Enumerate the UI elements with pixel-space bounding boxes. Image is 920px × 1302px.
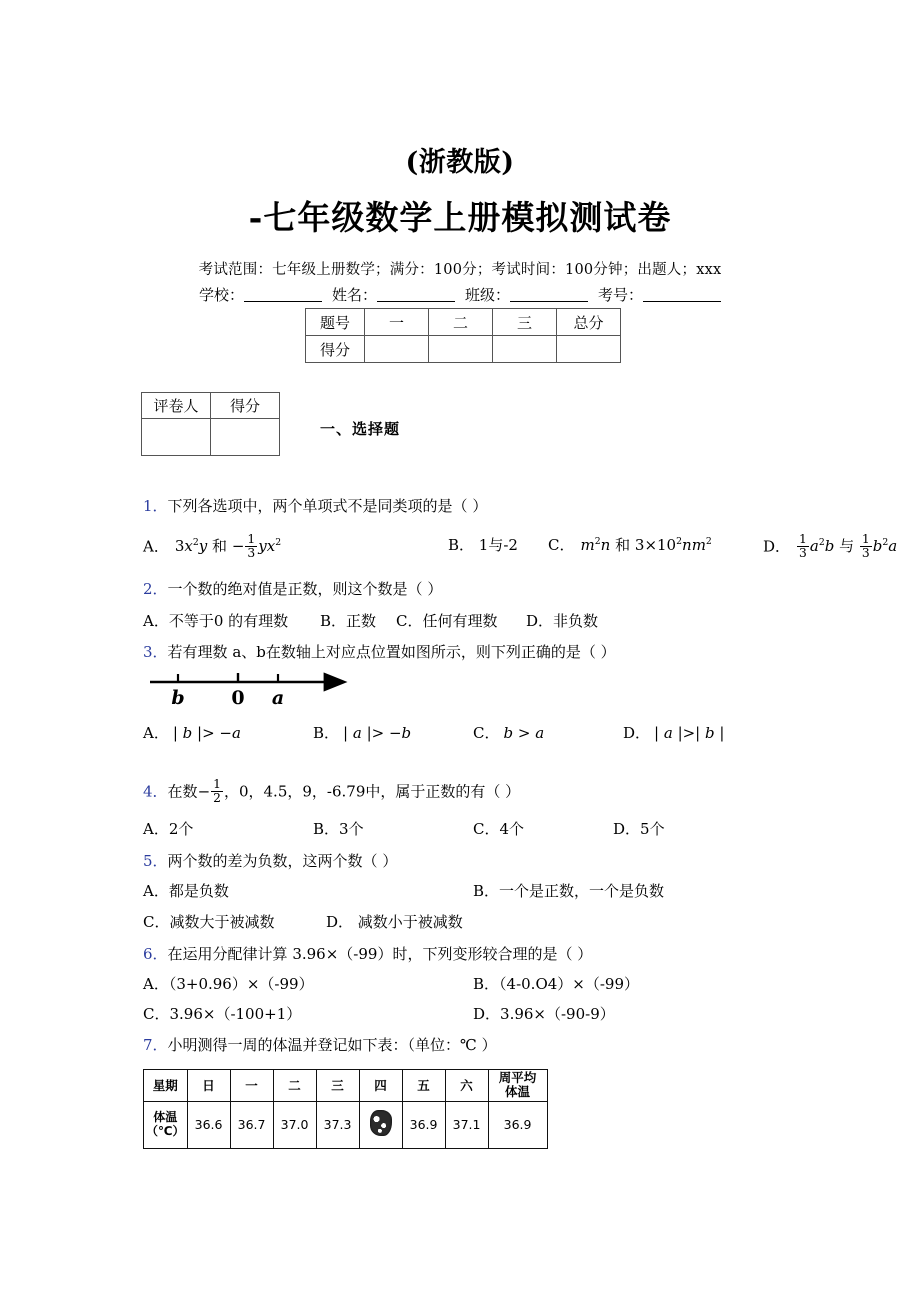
- question-4-option-b[interactable]: B．3个: [313, 820, 364, 838]
- question-4-option-c[interactable]: C．4个: [473, 820, 525, 838]
- question-7-number: 7．: [143, 1036, 168, 1054]
- question-3-options: [143, 722, 843, 746]
- section-heading-choice: 一、选择题: [320, 420, 401, 438]
- temp-day-1: 一: [230, 1070, 273, 1102]
- question-5-option-c[interactable]: C．减数大于被减数: [143, 913, 275, 931]
- question-5-options-row1: [143, 880, 843, 904]
- temp-row-label: [144, 1101, 188, 1148]
- page-title: -七年级数学上册模拟测试卷: [248, 198, 672, 237]
- question-3-text: 若有理数 a、b在数轴上对应点位置如图所示，则下列正确的是（ ）: [167, 643, 616, 661]
- question-3-option-b[interactable]: B． | a |> −b: [313, 724, 412, 742]
- name-label: 姓名：: [331, 286, 377, 304]
- temp-value-5: 36.9: [402, 1101, 445, 1148]
- fraction-one-third: $\frac{1}{3}$: [247, 532, 256, 560]
- question-1-number: 1．: [143, 497, 168, 515]
- table-row: [306, 309, 621, 336]
- temp-value-1: 36.7: [230, 1101, 273, 1148]
- question-4-stem: [143, 779, 520, 806]
- question-4-option-a[interactable]: A．2个: [143, 820, 194, 838]
- question-6-option-c[interactable]: C．3.96×（-100+1）: [143, 1005, 302, 1023]
- score-col-2: 二: [429, 309, 493, 336]
- table-row: [144, 1101, 548, 1148]
- question-1-option-d[interactable]: [763, 534, 897, 561]
- grader-header-name: 评卷人: [142, 393, 211, 419]
- question-5-option-d[interactable]: D． 减数小于被减数: [326, 913, 463, 931]
- option-c-letter: C．: [548, 536, 575, 554]
- question-2-options: [143, 610, 843, 634]
- question-1-option-b[interactable]: B． 1与-2: [448, 536, 518, 554]
- number-line-label-zero: 0: [231, 687, 245, 709]
- temperature-table: [143, 1069, 548, 1149]
- question-2-number: 2．: [143, 580, 168, 598]
- school-blank[interactable]: [244, 286, 322, 302]
- score-value-2[interactable]: [429, 336, 493, 363]
- avg-header-line2: 体温: [505, 1084, 531, 1100]
- question-6-option-b[interactable]: B．（4-0.O4）×（-99）: [473, 975, 640, 993]
- temp-day-6: 六: [445, 1070, 488, 1102]
- question-7-text: 小明测得一周的体温并登记如下表：（单位：℃ ）: [167, 1036, 497, 1054]
- question-3-stem: [143, 641, 616, 662]
- score-value-1[interactable]: [365, 336, 429, 363]
- number-line-figure: [148, 662, 358, 714]
- question-5-number: 5．: [143, 852, 168, 870]
- question-4-text-after: ，0，4.5，9，-6.79中，属于正数的有（ ）: [223, 782, 521, 801]
- score-value-total[interactable]: [557, 336, 621, 363]
- fraction-one-third: $\frac{1}{3}$: [799, 532, 807, 560]
- score-row-label: 题号: [306, 309, 365, 336]
- option-a-letter: A．: [143, 537, 169, 556]
- fraction-one-half: $\frac{1}{2}$: [213, 777, 221, 805]
- question-3-option-d[interactable]: D． | a |>| b |: [623, 724, 725, 742]
- question-3-option-c[interactable]: C． b > a: [473, 724, 545, 742]
- score-row-label-points: 得分: [306, 336, 365, 363]
- class-label: 班级：: [465, 286, 511, 304]
- question-1-option-a[interactable]: [143, 534, 281, 561]
- question-6-option-d[interactable]: D．3.96×（-90-9）: [473, 1005, 615, 1023]
- temp-average-header: [488, 1070, 547, 1102]
- question-3-option-a[interactable]: A． | b |> −a: [143, 724, 241, 742]
- question-3-number: 3．: [143, 643, 168, 661]
- question-1-options: [143, 528, 898, 564]
- temp-day-2: 二: [273, 1070, 316, 1102]
- temp-table-weekday-label: 星期: [144, 1070, 188, 1102]
- question-6-text: 在运用分配律计算 3.96×（-99）时，下列变形较合理的是（ ）: [167, 945, 593, 963]
- temp-day-5: 五: [402, 1070, 445, 1102]
- table-row: [144, 1070, 548, 1102]
- temp-value-0: 36.6: [187, 1101, 230, 1148]
- question-2-option-c[interactable]: C．任何有理数: [396, 612, 498, 630]
- option-d-expression: $\frac{1}{3}$ $a^2b$ 与 $\frac{1}{3}$ $b^2a$: [799, 532, 898, 560]
- temp-row-label-line2: （℃）: [146, 1123, 185, 1138]
- question-6-options-row2: [143, 1003, 843, 1027]
- score-col-3: 三: [493, 309, 557, 336]
- question-2-option-a[interactable]: A．不等于0 的有理数: [143, 612, 289, 630]
- temp-day-0: 日: [187, 1070, 230, 1102]
- question-2-stem: [143, 578, 442, 599]
- temp-value-4-obscured: [359, 1101, 402, 1148]
- question-5-options-row2: [143, 911, 843, 935]
- temp-day-3: 三: [316, 1070, 359, 1102]
- avg-header-line1: 周平均: [498, 1070, 537, 1085]
- examno-blank[interactable]: [643, 286, 721, 302]
- exam-info-line: 考试范围：七年级上册数学；满分：100分；考试时间：100分钟；出题人；xxx: [198, 262, 722, 278]
- temp-value-3: 37.3: [316, 1101, 359, 1148]
- question-2-text: 一个数的绝对值是正数，则这个数是（ ）: [167, 580, 443, 598]
- grader-table: [141, 392, 280, 456]
- number-line-label-b: b: [171, 687, 185, 709]
- table-row: [142, 419, 280, 456]
- question-4-option-d[interactable]: D．5个: [613, 820, 665, 838]
- question-4-text-before: 在数: [167, 782, 198, 801]
- question-1-stem: [143, 495, 487, 516]
- option-c-expression: $m^2n$ 和 $3\times 10^2nm^2$: [580, 536, 712, 554]
- question-4-fraction-sign: −: [197, 782, 211, 801]
- question-5-stem: [143, 850, 397, 871]
- temp-average-value: 36.9: [488, 1101, 547, 1148]
- class-blank[interactable]: [510, 286, 588, 302]
- ink-blot-icon: [370, 1110, 392, 1136]
- score-col-1: 一: [365, 309, 429, 336]
- question-1-text: 下列各选项中，两个单项式不是同类项的是（ ）: [167, 497, 488, 515]
- question-6-number: 6．: [143, 945, 168, 963]
- number-line-svg: [148, 662, 358, 714]
- school-label: 学校：: [198, 286, 244, 304]
- question-7-stem: [143, 1034, 497, 1055]
- number-line-label-a: a: [271, 687, 285, 709]
- option-d-letter: D．: [763, 537, 791, 556]
- question-1-option-c[interactable]: [548, 534, 712, 555]
- temp-row-label-line1: 体温: [153, 1109, 178, 1124]
- grader-header-score: 得分: [211, 393, 280, 419]
- fraction-one-third-2: $\frac{1}{3}$: [861, 532, 870, 560]
- examno-label: 考号：: [598, 286, 644, 304]
- question-5-option-a[interactable]: A．都是负数: [143, 882, 229, 900]
- question-4-options: [143, 818, 843, 842]
- temp-day-4: 四: [359, 1070, 402, 1102]
- table-row: [306, 336, 621, 363]
- question-6-option-a[interactable]: A．（3+0.96）×（-99）: [143, 975, 314, 993]
- student-info-line: [0, 284, 920, 305]
- score-col-total: 总分: [557, 309, 621, 336]
- question-6-stem: [143, 943, 592, 964]
- grader-value-score[interactable]: [211, 419, 280, 456]
- question-2-option-d[interactable]: D．非负数: [526, 612, 599, 630]
- temp-value-2: 37.0: [273, 1101, 316, 1148]
- question-2-option-b[interactable]: B．正数: [320, 612, 377, 630]
- question-4-number: 4．: [143, 782, 168, 801]
- question-6-options-row1: [143, 973, 843, 997]
- question-5-text: 两个数的差为负数，这两个数（ ）: [167, 852, 398, 870]
- score-value-3[interactable]: [493, 336, 557, 363]
- name-blank[interactable]: [377, 286, 455, 302]
- grader-value-name[interactable]: [142, 419, 211, 456]
- question-5-option-b[interactable]: B．一个是正数，一个是负数: [473, 882, 665, 900]
- score-summary-table: [305, 308, 621, 363]
- temp-value-6: 37.1: [445, 1101, 488, 1148]
- edition-label: (浙教版): [405, 147, 515, 178]
- option-a-expression: $3x^2y$ 和 − $\frac{1}{3}$ $yx^2$: [174, 532, 282, 560]
- table-row: [142, 393, 280, 419]
